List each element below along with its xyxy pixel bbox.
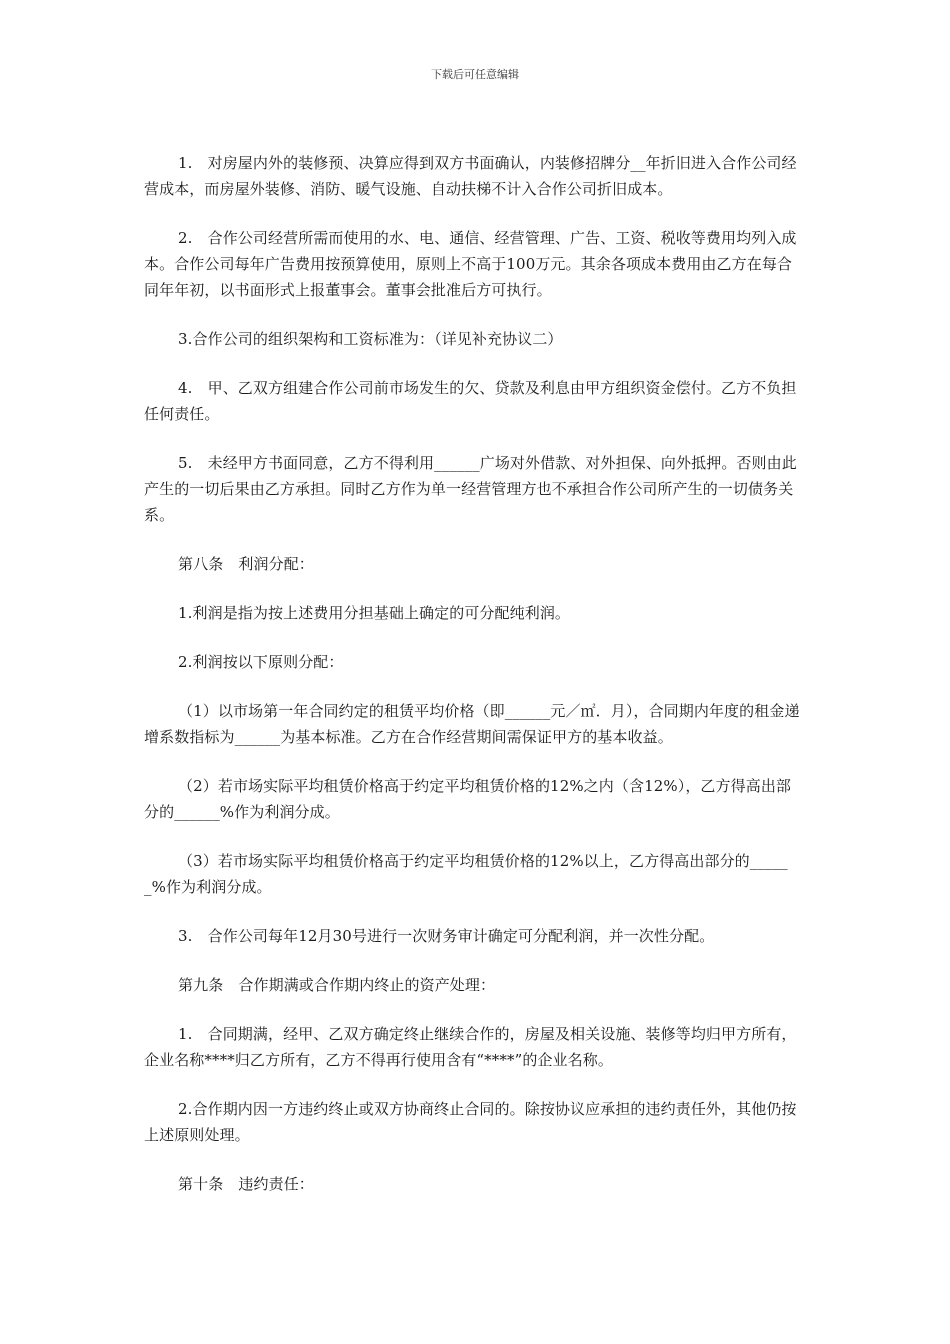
clause-paragraph: （1）以市场第一年合同约定的租赁平均价格（即______元／㎡．月），合同期内年度的租金递增系数指标为______为基本标准。乙方在合作经营期间需保证甲方的基本收益。 [144, 702, 800, 746]
clause-paragraph: 1. 对房屋内外的装修预、决算应得到双方书面确认，内装修招牌分__年折旧进入合作公司经营成本，而房屋外装修、消防、暖气设施、自动扶梯不计入合作公司折旧成本。 [144, 154, 797, 198]
article-heading: 第八条 利润分配： [178, 555, 314, 573]
article-heading: 第十条 违约责任： [178, 1175, 314, 1193]
article-heading: 第九条 合作期满或合作期内终止的资产处理： [178, 976, 496, 994]
clause-paragraph: 3.合作公司的组织架构和工资标准为：（详见补充协议二） [178, 330, 563, 348]
clause-paragraph: （2）若市场实际平均租赁价格高于约定平均租赁价格的12%之内（含12%），乙方得高出部分的______%作为利润分成。 [144, 777, 792, 821]
clause-paragraph: 1. 合同期满，经甲、乙双方确定终止继续合作的，房屋及相关设施、装修等均归甲方所有，企业名称****归乙方所有，乙方不得再行使用含有“****”的企业名称。 [144, 1025, 797, 1069]
clause-paragraph: （3）若市场实际平均租赁价格高于约定平均租赁价格的12%以上，乙方得高出部分的______%作为利润分成。 [144, 852, 788, 896]
page-header: 下载后可任意编辑 [431, 68, 519, 81]
clause-paragraph: 5. 未经甲方书面同意，乙方不得利用______广场对外借款、对外担保、向外抵押。否则由此产生的一切后果由乙方承担。同时乙方作为单一经营管理方也不承担合作公司所产生的一切债务关系。 [144, 454, 797, 524]
document-body [144, 150, 806, 1220]
clause-paragraph: 3. 合作公司每年12月30号进行一次财务审计确定可分配利润，并一次性分配。 [178, 927, 715, 945]
clause-paragraph: 2.合作期内因一方违约终止或双方协商终止合同的。除按协议应承担的违约责任外，其他仍按上述原则处理。 [144, 1100, 797, 1144]
clause-paragraph: 4. 甲、乙双方组建合作公司前市场发生的欠、贷款及利息由甲方组织资金偿付。乙方不负担任何责任。 [144, 379, 797, 423]
clause-paragraph: 2. 合作公司经营所需而使用的水、电、通信、经营管理、广告、工资、税收等费用均列入成本。合作公司每年广告费用按预算使用，原则上不高于100万元。其余各项成本费用由乙方在每合同年年初，以书面形式上报董事会。董事会批准后方可执行。 [144, 229, 797, 299]
clause-paragraph: 1.利润是指为按上述费用分担基础上确定的可分配纯利润。 [178, 604, 571, 622]
clause-paragraph: 2.利润按以下原则分配： [178, 653, 344, 671]
